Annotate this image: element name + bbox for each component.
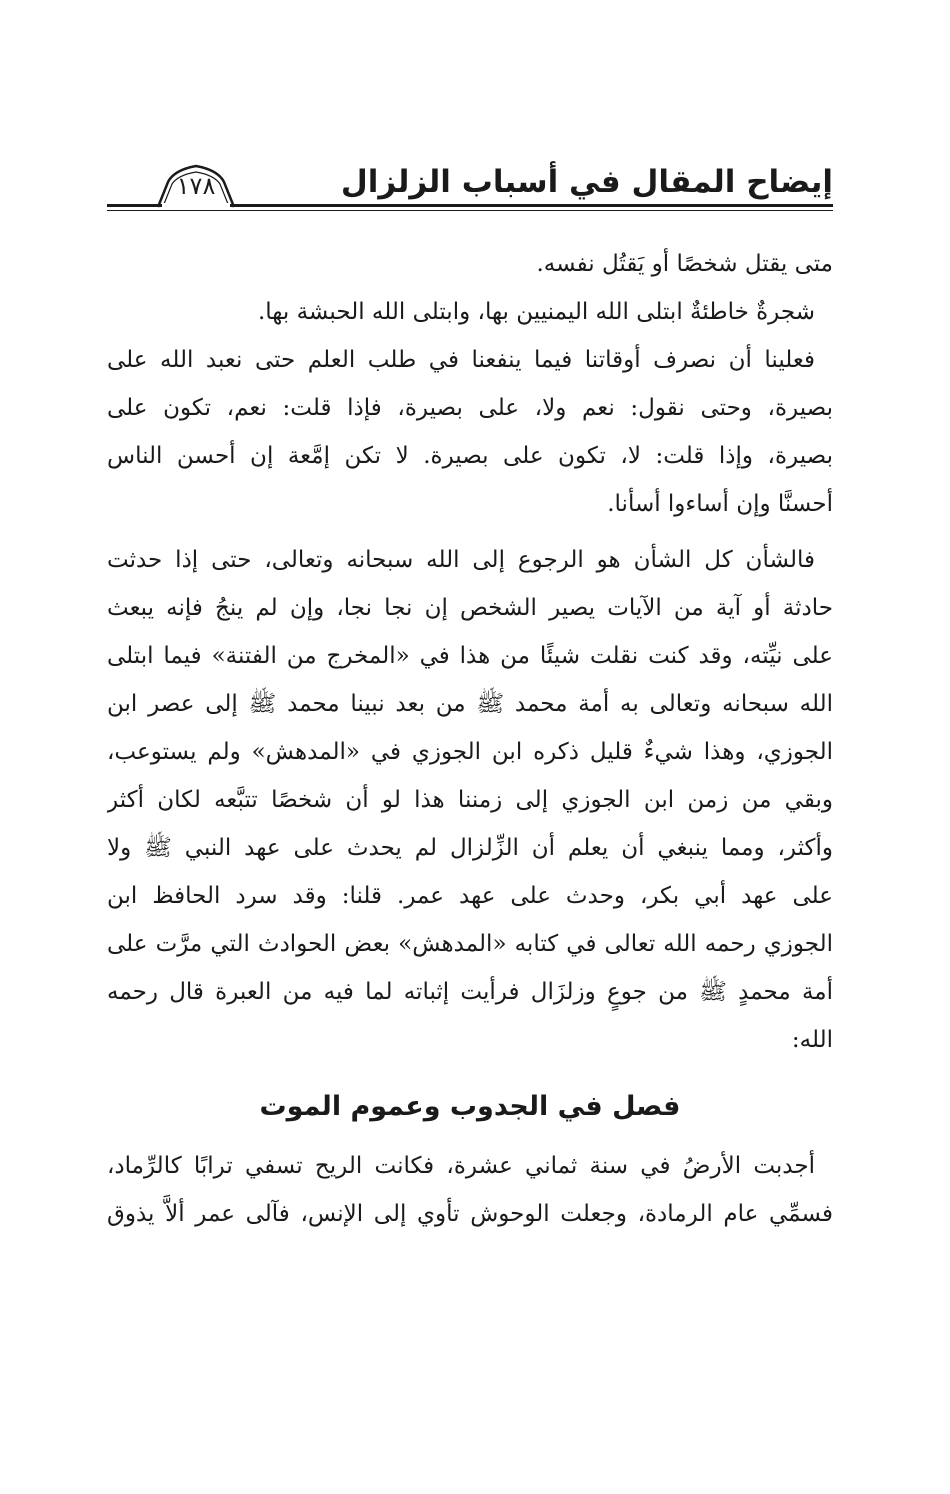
text-line: متى يقتل شخصًا أو يَقتُل نفسه.	[536, 251, 833, 277]
text-line: وبقي من زمن ابن الجوزي إلى زمننا هذا لو أن شخصًا تتبَّعه لكان أكثر	[107, 787, 833, 813]
page-number: ١٧٨	[176, 172, 216, 200]
text-line: الله سبحانه وتعالى به أمة محمد ﷺ من بعد نبينا محمد ﷺ إلى عصر ابن	[107, 691, 833, 717]
text-line: شجرةٌ خاطئةٌ ابتلى الله اليمنيين بها، وابتلى الله الحبشة بها.	[257, 299, 815, 325]
text-line: على عهد أبي بكر، وحدث على عهد عمر. قلنا: وقد سرد الحافظ ابن	[107, 883, 833, 909]
page-number-badge	[154, 160, 238, 218]
section-heading: فصل في الجدوب وعموم الموت	[259, 1091, 681, 1122]
text-line: فعلينا أن نصرف أوقاتنا فيما ينفعنا في طلب العلم حتى نعبد الله على	[107, 347, 815, 373]
text-line: بصيرة، وإذا قلت: لا، تكون على بصيرة. لا تكن إمَّعة إن أحسن الناس	[107, 443, 833, 469]
text-line: أمة محمدٍ ﷺ من جوعٍ وزلزَال فرأيت إثباته لما فيه من العبرة قال رحمه	[107, 979, 833, 1005]
running-header	[107, 160, 833, 218]
text-line: فالشأن كل الشأن هو الرجوع إلى الله سبحانه وتعالى، حتى إذا حدثت	[107, 547, 815, 573]
page-body	[107, 240, 833, 1238]
text-line: على نيِّته، وقد كنت نقلت شيئًا من هذا في «المخرج من الفتنة» فيما ابتلى	[107, 643, 833, 669]
text-line: الجوزي، وهذا شيءٌ قليل ذكره ابن الجوزي في «المدهش» ولم يستوعب،	[107, 739, 833, 765]
text-line: أجدبت الأرضُ في سنة ثماني عشرة، فكانت الريح تسفي ترابًا كالرِّماد،	[107, 1153, 815, 1179]
book-title: إيضاح المقال في أسباب الزلزال	[340, 164, 833, 200]
text-line: وأكثر، ومما ينبغي أن يعلم أن الزِّلزال لم يحدث على عهد النبي ﷺ ولا	[107, 835, 833, 861]
text-line: الله:	[791, 1027, 833, 1053]
text-line: الجوزي رحمه الله تعالى في كتابه «المدهش» بعض الحوادث التي مرَّت على	[107, 931, 833, 957]
text-line: بصيرة، وحتى نقول: نعم ولا، على بصيرة، فإذا قلت: نعم، تكون على	[107, 395, 833, 421]
text-line: فسمِّي عام الرمادة، وجعلت الوحوش تأوي إلى الإنس، فآلى عمر ألاَّ يذوق	[107, 1201, 833, 1227]
text-line: حادثة أو آية من الآيات يصير الشخص إن نجا نجا، وإن لم ينجُ فإنه يبعث	[107, 595, 833, 621]
text-line: أحسنَّا وإن أساءوا أسأنا.	[607, 491, 833, 517]
